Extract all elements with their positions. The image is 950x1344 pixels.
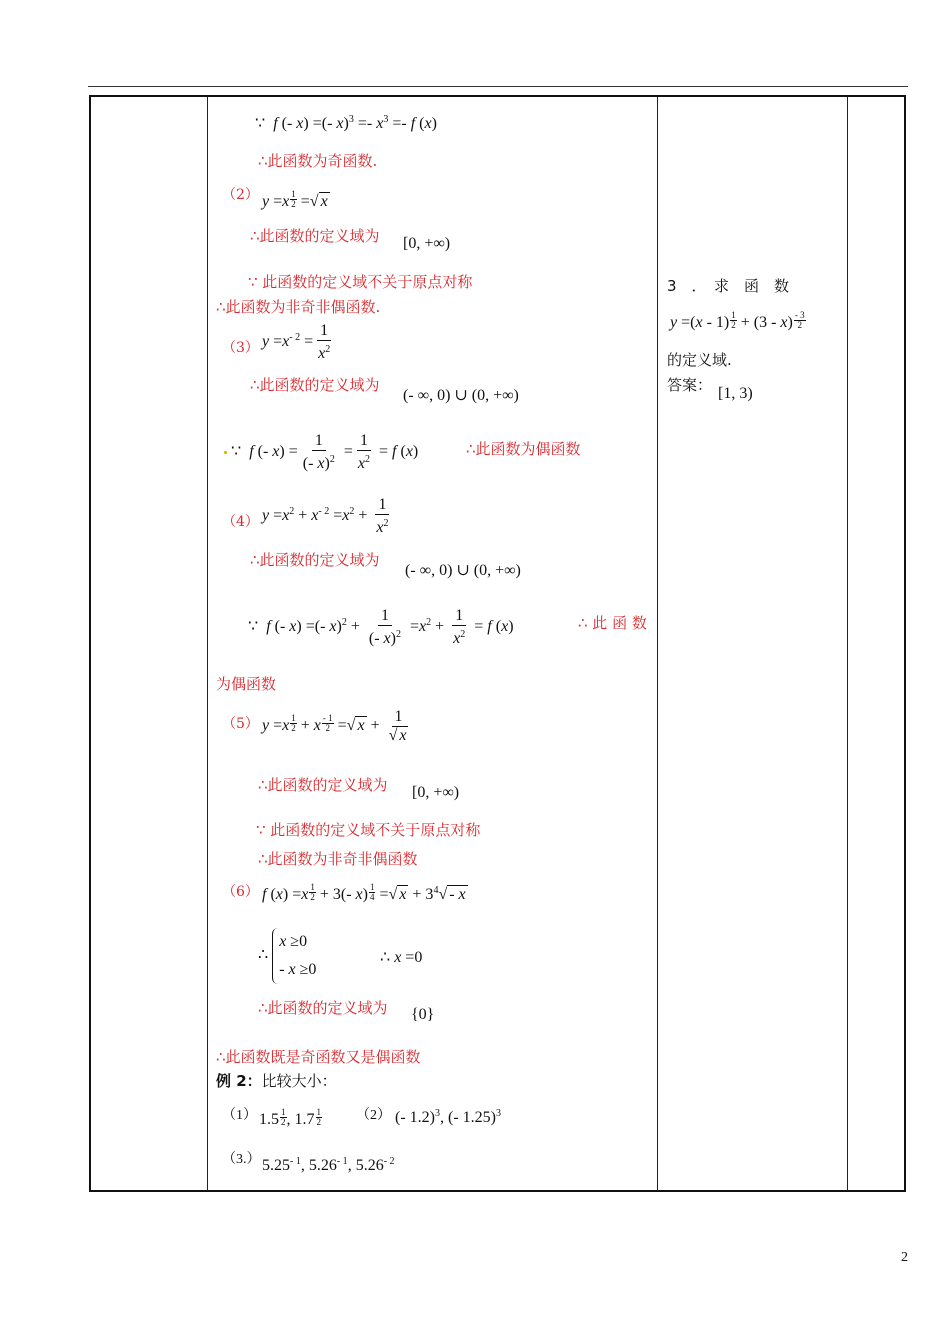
conclusion-4-part2: 为偶函数 — [216, 675, 277, 693]
item-number-5: （5） — [222, 716, 259, 732]
exercise-3-line1: 3 ． 求 函 数 — [667, 277, 790, 295]
page-number: 2 — [901, 1250, 908, 1265]
conclusion-6: ∴此函数既是奇函数又是偶函数 — [216, 1048, 421, 1066]
answer-label: 答案： — [667, 376, 713, 394]
item-number-2: （2） — [222, 187, 259, 203]
item-number-3: （3） — [222, 340, 259, 356]
column-divider — [207, 97, 208, 1190]
domain-value-6: {0} — [411, 1006, 435, 1023]
formula-4: $y =x^2 + x^{- 2} =x^2$ + $\frac{1}{x^2}$ — [262, 496, 389, 536]
formula-even-check-3: ∵ f (- x) = $\frac{1}{(- x)^2}$ = $\frac{1}{x^2}$ = f (x) — [224, 432, 418, 473]
conclusion-3: ∴此函数为偶函数 — [466, 440, 581, 458]
compare-2: (- 1.2)$^3$, (- 1.25)$^3$ — [395, 1108, 501, 1126]
conclusion-4-part1: ∴ 此 函 数 — [578, 614, 647, 632]
formula-3: $y =x^{- 2}$ = $\frac{1}{x^2}$ — [262, 322, 331, 362]
formula-even-check-4: ∵ f (- x) =(- x)$^2$ + $\frac{1}{(- x)^2}$ $=x^2$ + $\frac{1}{x^2}$ = f (x) — [248, 607, 514, 647]
item-number-4: （4） — [222, 514, 259, 530]
system-6: ∴ x ≥0 - x ≥0 — [258, 928, 316, 984]
conclusion-odd: ∴此函数为奇函数. — [258, 152, 378, 170]
compare-1: 1.5 $\frac{1}{2}$ , 1.7 $\frac{1}{2}$ — [259, 1107, 321, 1128]
domain-label-3: ∴此函数的定义域为 — [250, 376, 380, 394]
formula-5: y =x $\frac{1}{2}$ + x $\frac{- 1}{2}$ =√ x + $\frac{1}{√ x}$ — [262, 708, 407, 744]
domain-label-4: ∴此函数的定义域为 — [250, 551, 380, 569]
formula-6: f (x) =x $\frac{1}{2}$ + 3(- x) $\frac{1}{4}$ =√ $x + 3^4√ - x$ — [262, 882, 466, 903]
column-divider — [657, 97, 658, 1190]
domain-value-4: (- ∞, 0) ∪ (0, +∞) — [405, 562, 521, 579]
example-2-label: 例 2： — [216, 1072, 262, 1090]
exercise-3-line3: 的定义域. — [667, 351, 732, 369]
reason-5: ∵ 此函数的定义域不关于原点对称 — [256, 821, 481, 839]
solution-6: ∴ x =0 — [380, 949, 423, 966]
example-2-text: 比较大小： — [261, 1072, 337, 1090]
example-2-heading — [216, 1070, 337, 1091]
compare-3-number: （3.） — [222, 1152, 261, 1167]
formula-odd-check: ∵ f (- x) =(- $x)^3 =- x^3 =- f$ (x) — [255, 114, 437, 132]
marker-dot — [224, 451, 227, 454]
domain-label-6: ∴此函数的定义域为 — [258, 999, 388, 1017]
compare-3: $5.25^{- 1}$, $5.26^{- 1}$, $5.26^{- 2}$ — [262, 1156, 395, 1174]
domain-label-5: ∴此函数的定义域为 — [258, 776, 388, 794]
compare-2-number: （2） — [356, 1108, 391, 1123]
compare-1-number: （1） — [222, 1108, 257, 1123]
domain-value-2: [0, +∞) — [403, 235, 451, 252]
conclusion-2: ∴此函数为非奇非偶函数. — [216, 298, 381, 316]
item-number-6: （6） — [222, 884, 259, 900]
header-rule — [88, 86, 908, 87]
domain-label-2: ∴此函数的定义域为 — [250, 227, 380, 245]
domain-value-5: [0, +∞) — [412, 784, 460, 801]
reason-2: ∵ 此函数的定义域不关于原点对称 — [248, 273, 473, 291]
domain-value-3: (- ∞, 0) ∪ (0, +∞) — [403, 387, 519, 404]
column-divider — [847, 97, 848, 1190]
answer-value: [1, 3) — [718, 385, 753, 402]
conclusion-5: ∴此函数为非奇非偶函数 — [258, 850, 418, 868]
exercise-3-formula: y =(x - 1) $\frac{1}{2}$ + (3 - x) $\frac{- 3}{2}$ — [670, 310, 805, 331]
formula-2: y =x $\frac{1}{2}$ =√ x — [262, 189, 328, 210]
